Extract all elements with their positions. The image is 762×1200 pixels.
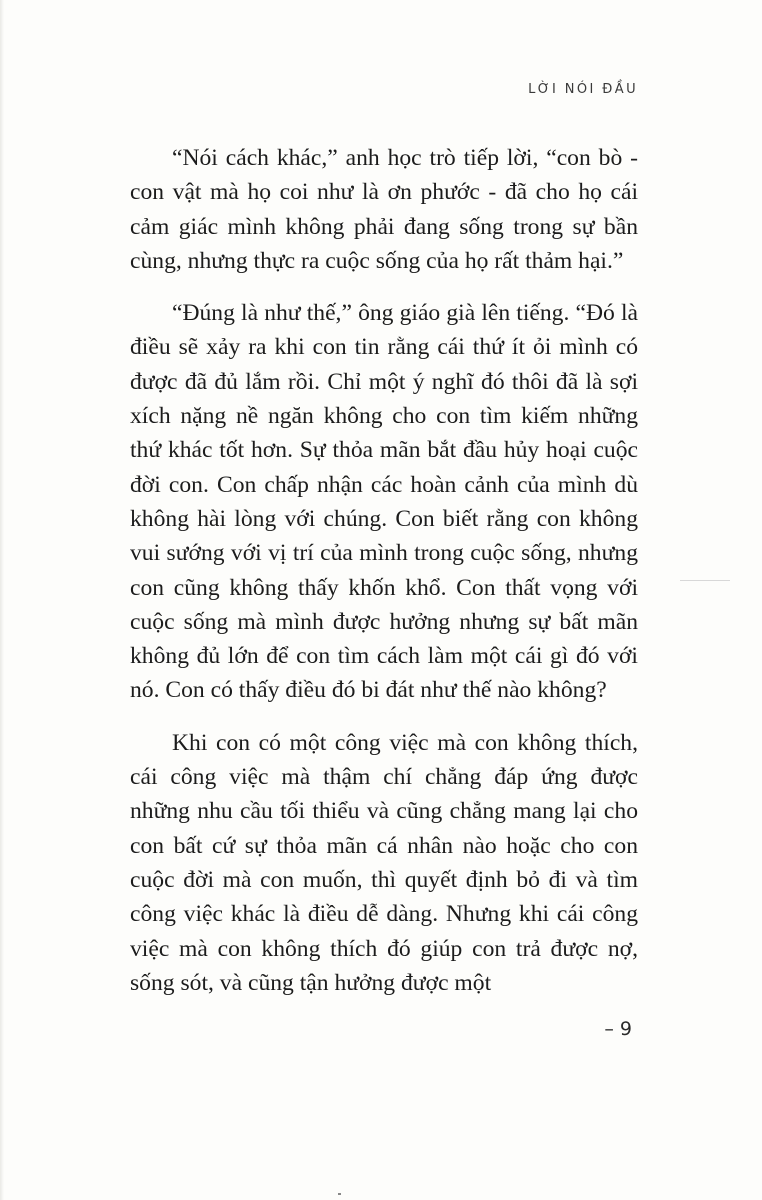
paragraph: “Đúng là như thế,” ông giáo già lên tiếng. “Đó là điều sẽ xảy ra khi con tin rằng cái thứ ít ỏi mình có được đã đủ lắm rồi. Chỉ một ý nghĩ đó thôi đã là sợi xích nặng nề ngăn không cho con tìm kiếm những thứ khác tốt hơn. Sự thỏa mãn bắt đầu hủy hoại cuộc đời con. Con chấp nhận các hoàn cảnh của mình dù không hài lòng với chúng. Con biết rằng con không vui sướng với vị trí của mình trong cuộc sống, nhưng con cũng không thấy khốn khổ. Con thất vọng với cuộc sống mà mình được hưởng nhưng sự bất mãn không đủ lớn để con tìm cách làm một cái gì đó với nó. Con có thấy điều đó bi đát như thế nào không? <box>130 300 638 704</box>
margin-mark <box>680 580 730 581</box>
print-speck <box>338 1193 341 1195</box>
running-head: LỜI NÓI ĐẦU <box>528 82 638 97</box>
paragraph: “Nói cách khác,” anh học trò tiếp lời, “con bò - con vật mà họ coi như là ơn phước - đã cho họ cái cảm giác mình không phải đang sống trong sự bần cùng, nhưng thực ra cuộc sống của họ rất thảm hại.” <box>130 145 638 274</box>
body-text <box>130 141 638 1018</box>
page-number: – 9 <box>604 1018 632 1040</box>
page-edge-shadow <box>0 0 4 1200</box>
paragraph: Khi con có một công việc mà con không thích, cái công việc mà thậm chí chẳng đáp ứng được những nhu cầu tối thiểu và cũng chẳng mang lại cho con bất cứ sự thỏa mãn cá nhân nào hoặc cho con cuộc đời mà con muốn, thì quyết định bỏ đi và tìm công việc khác là điều dễ dàng. Nhưng khi cái công việc mà con không thích đó giúp con trả được nợ, sống sót, và cũng tận hưởng được một <box>130 729 638 996</box>
